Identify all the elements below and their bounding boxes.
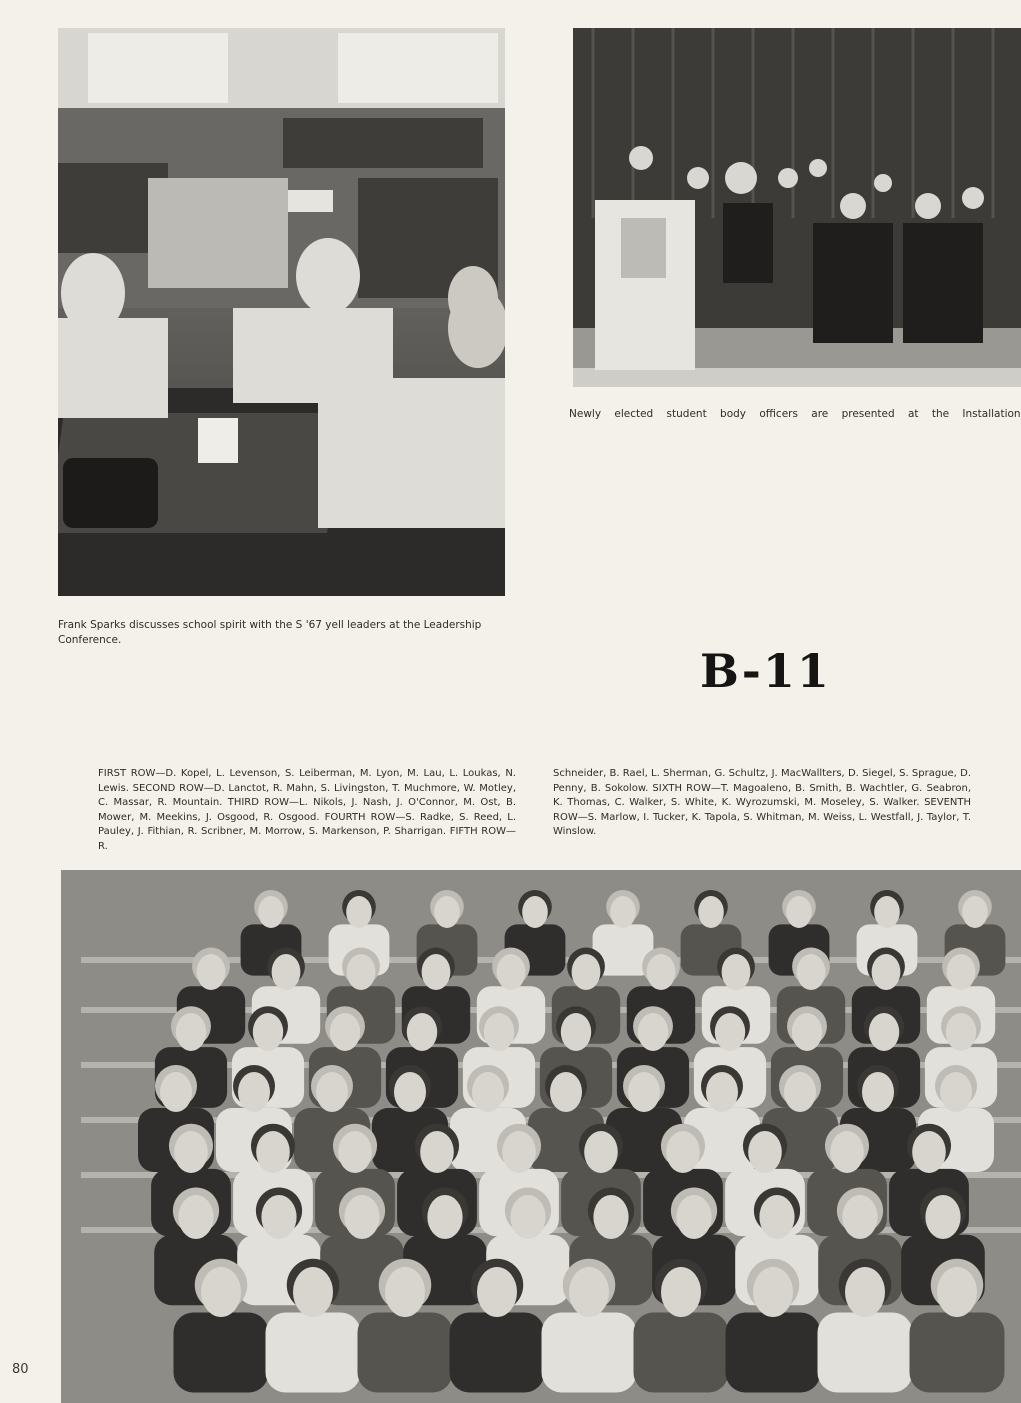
stage-photo bbox=[573, 28, 1021, 387]
student-names-column-2: Schneider, B. Rael, L. Sherman, G. Schultz, J. MacWallters, D. Siegel, S. Sprague, D. Penny, B. Sokolow. SIXTH ROW—T. Magoaleno, B. Smith, B. Wachtler, G. Seabron, K. Thomas, C. Walker, S. White, K. Wyrozumski, M. Moseley, S. Walker. SEVENTH ROW—S. Marlow, I. Tucker, K. Tapola, S. Whitman, M. Weiss, L. Westfall, J. Taylor, T. Winslow. bbox=[553, 768, 971, 838]
library-photo-caption: Frank Sparks discusses school spirit with the S '67 yell leaders at the Leadership Conference. bbox=[58, 619, 482, 646]
stage-photo-caption: Newly elected student body officers are presented at the Installation bbox=[569, 408, 1021, 420]
section-title: B-11 bbox=[700, 644, 831, 698]
page-number: 80 bbox=[12, 1362, 29, 1377]
student-names-column-1: FIRST ROW—D. Kopel, L. Levenson, S. Leiberman, M. Lyon, M. Lau, L. Loukas, N. Lewis. SECOND ROW—D. Lanctot, R. Mahn, S. Livingston, T. Muchmore, W. Motley, C. Massar, R. Mountain. THIRD ROW—L. Nikols, J. Nash, J. O'Connor, M. Ost, B. Mower, M. Meekins, J. Osgood, R. Osgood. FOURTH ROW—S. Radke, S. Reed, L. Pauley, J. Fithian, R. Scribner, M. Morrow, S. Markenson, P. Sharrigan. FIFTH ROW—R. bbox=[98, 768, 516, 852]
class-group-photo bbox=[61, 870, 1021, 1403]
library-photo bbox=[58, 28, 505, 596]
